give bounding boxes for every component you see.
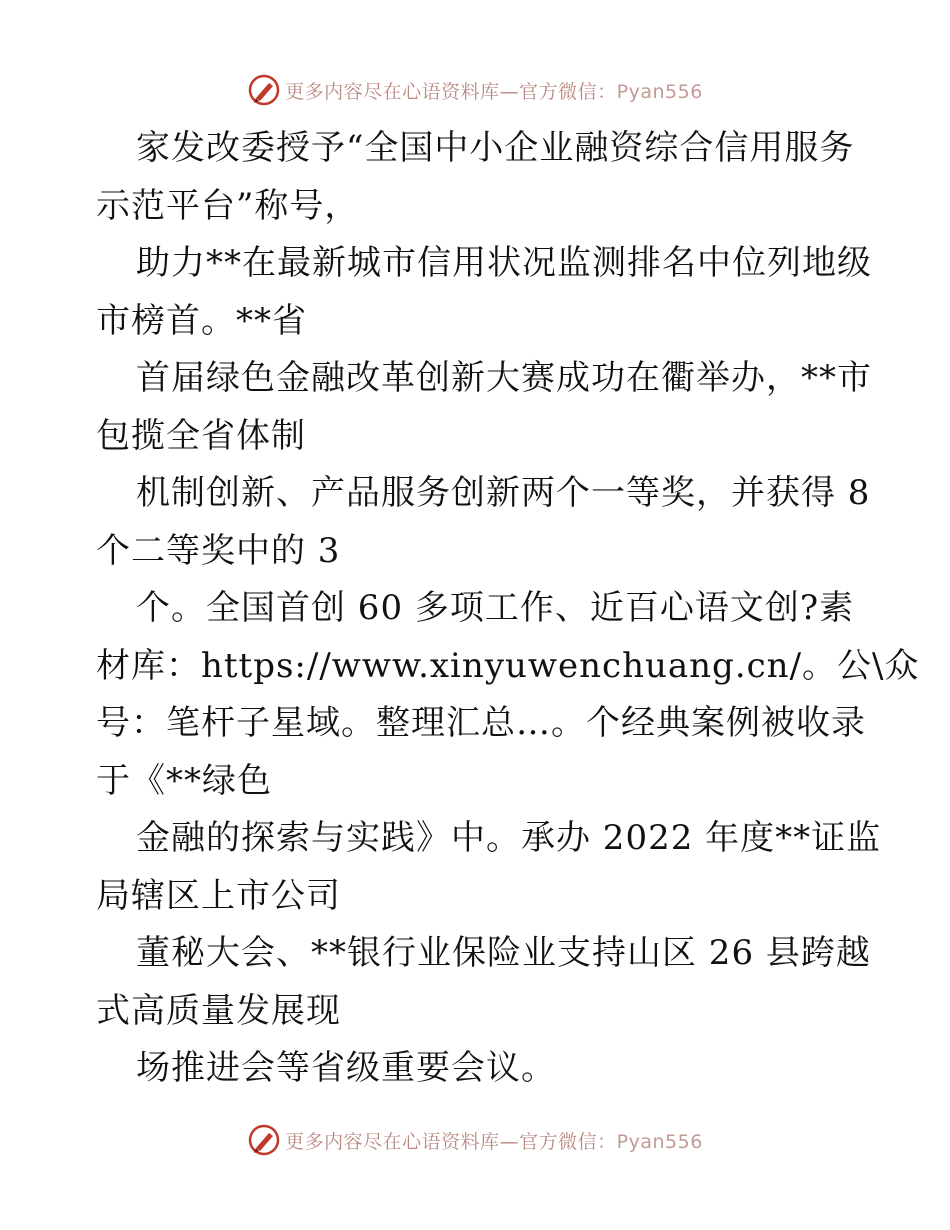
text-line: 示范平台”称号， <box>96 185 360 226</box>
wechat-id: Pyan556 <box>616 80 703 103</box>
text-line: 个。全国首创 60 多项工作、近百心语文创?素 <box>136 588 855 628</box>
text-line: 董秘大会、**银行业保险业支持山区 26 县跨越 <box>136 933 871 973</box>
text-line: 于《**绿色 <box>96 760 272 801</box>
document-body <box>96 120 920 1098</box>
text-line: 机制创新、产品服务创新两个一等奖，并获得 8 <box>136 473 871 513</box>
banner-slogan: 更多内容尽在心语资料库—官方微信： <box>285 1130 617 1153</box>
text-line: 式高质量发展现 <box>96 990 341 1031</box>
banner-slogan: 更多内容尽在心语资料库—官方微信： <box>285 80 617 103</box>
text-line: 市榜首。**省 <box>96 300 307 341</box>
text-line: 首届绿色金融改革创新大赛成功在衢举办，**市 <box>136 358 872 398</box>
text-line: 场推进会等省级重要会议。 <box>136 1048 556 1088</box>
text-line: 家发改委授予“全国中小企业融资综合信用服务 <box>136 128 855 168</box>
wechat-id: Pyan556 <box>616 1130 703 1153</box>
text-line: 助力**在最新城市信用状况监测排名中位列地级 <box>136 243 872 283</box>
banner-text <box>285 77 703 104</box>
header-banner <box>0 70 950 110</box>
text-line: 号：笔杆子星域。整理汇总…。个经典案例被收录 <box>96 703 866 743</box>
text-line: 个二等奖中的 3 <box>96 530 341 571</box>
text-line: 局辖区上市公司 <box>96 875 341 916</box>
text-line: 材库：https://www.xinyuwenchuang.cn/。公\众 <box>96 645 920 686</box>
banner-text <box>285 1127 703 1154</box>
text-line: 金融的探索与实践》中。承办 2022 年度**证监 <box>136 818 882 858</box>
pen-logo-icon <box>247 1123 281 1157</box>
text-line: 包揽全省体制 <box>96 415 306 456</box>
pen-logo-icon <box>247 73 281 107</box>
footer-banner <box>0 1120 950 1160</box>
